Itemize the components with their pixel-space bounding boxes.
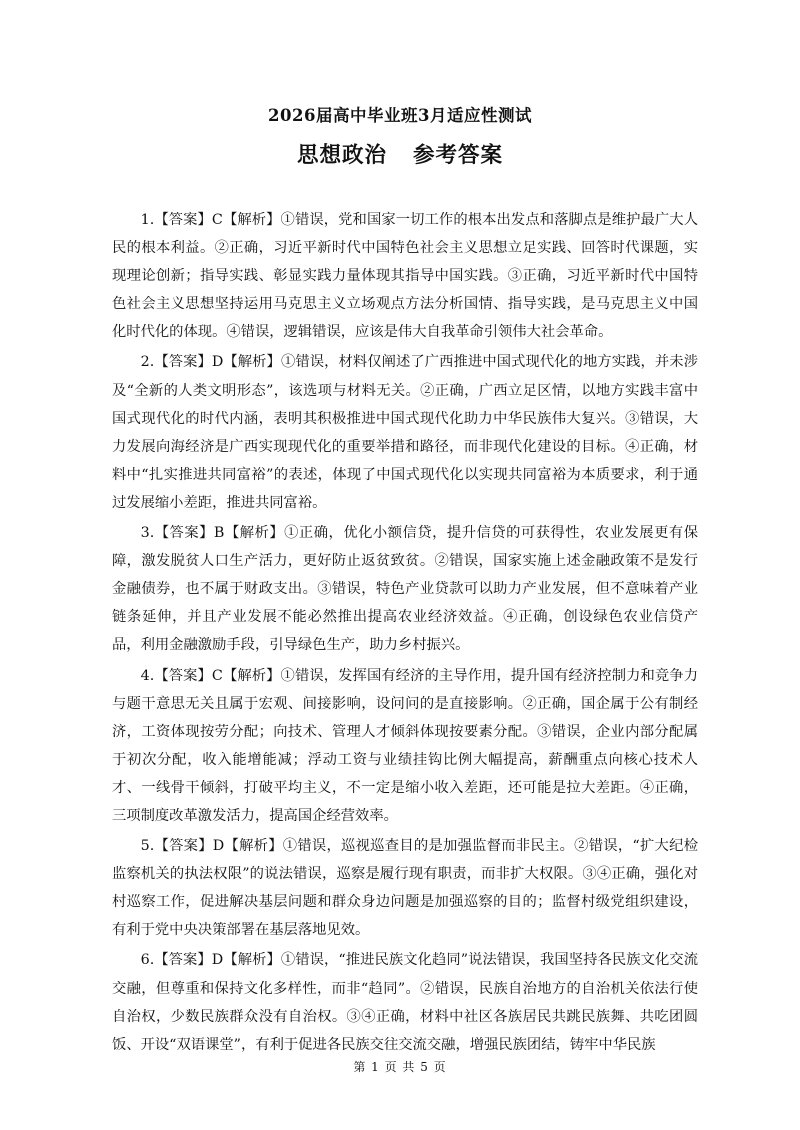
answer-paragraph-2: 2.【答案】D【解析】①错误，材料仅阐述了广西推进中国式现代化的地方实践，并未涉及“全新的人类文明形态”，该选项与材料无关。②正确，广西立足区情，以地方实践丰富中国式现代化的时代内涵，表明其积极推进中国式现代化助力中华民族伟大复兴。③错误，大力发展向海经济是广西实现现代化的重要举措和路径，而非现代化建设的目标。④正确，材料中“扎实推进共同富裕”的表述，体现了中国式现代化以实现共同富裕为本质要求，利于通过发展缩小差距，推进共同富裕。: [112, 354, 698, 511]
answer-content: [112, 206, 698, 1061]
page-number: 第 1 页 共 5 页: [353, 1060, 447, 1074]
answer-paragraph-6: 6.【答案】D【解析】①错误，“推进民族文化趋同”说法错误，我国坚持各民族文化交流交融，但尊重和保持文化多样性，而非“趋同”。②错误，民族自治地方的自治机关依法行使自治权，少数民族群众没有自治权。③④正确，材料中社区各族居民共跳民族舞、共吃团圆饭、开设“双语课堂”，有利于促进各民族交往交流交融，增强民族团结，铸牢中华民族: [112, 952, 698, 1053]
answer-paragraph-5: 5.【答案】D【解析】①错误，巡视巡查目的是加强监督而非民主。②错误，“扩大纪检监察机关的执法权限”的说法错误，巡察是履行现有职责，而非扩大权限。③④正确，强化对村巡察工作，促进解决基层问题和群众身边问题是加强巡察的目的；监督村级党组织建设，有利于党中央决策部署在基层落地见效。: [112, 838, 698, 939]
answer-paragraph-1: 1.【答案】C【解析】①错误，党和国家一切工作的根本出发点和落脚点是维护最广大人民的根本利益。②正确，习近平新时代中国特色社会主义思想立足实践、回答时代课题，实现理论创新；指导实践、彰显实践力量体现其指导中国实践。③正确，习近平新时代中国特色社会主义思想坚持运用马克思主义立场观点方法分析国情、指导实践，是马克思主义中国化时代化的体现。④错误，逻辑错误，应该是伟大自我革命引领伟大社会革命。: [112, 212, 698, 341]
answer-key-label: 参考答案: [413, 143, 504, 168]
document-title: 2026届高中毕业班3月适应性测试: [268, 106, 532, 125]
answer-paragraph-3: 3.【答案】B【解析】①正确，优化小额信贷，提升信贷的可获得性，农业发展更有保障，激发脱贫人口生产活力，更好防止返贫致贫。②错误，国家实施上述金融政策不是发行金融债券，也不属于财政支出。③错误，特色产业贷款可以助力产业发展，但不意味着产业链条延伸，并且产业发展不能必然推出提高农业经济效益。④正确，创设绿色农业信贷产品，利用金融激励手段，引导绿色生产，助力乡村振兴。: [112, 525, 698, 654]
document-subtitle: [0, 138, 800, 169]
answer-paragraph-4: 4.【答案】C【解析】①错误，发挥国有经济的主导作用，提升国有经济控制力和竞争力与题干意思无关且属于宏观、间接影响，设问问的是直接影响。②正确，国企属于公有制经济，工资体现按劳分配；向技术、管理人才倾斜体现按要素分配。③错误，企业内部分配属于初次分配，收入能增能减；浮动工资与业绩挂钩比例大幅提高，薪酬重点向核心技术人才、一线骨干倾斜，打破平均主义，不一定是缩小收入差距，还可能是拉大差距。④正确，三项制度改革激发活力，提高国企经营效率。: [112, 667, 698, 824]
subject-name: 思想政治: [296, 143, 387, 168]
